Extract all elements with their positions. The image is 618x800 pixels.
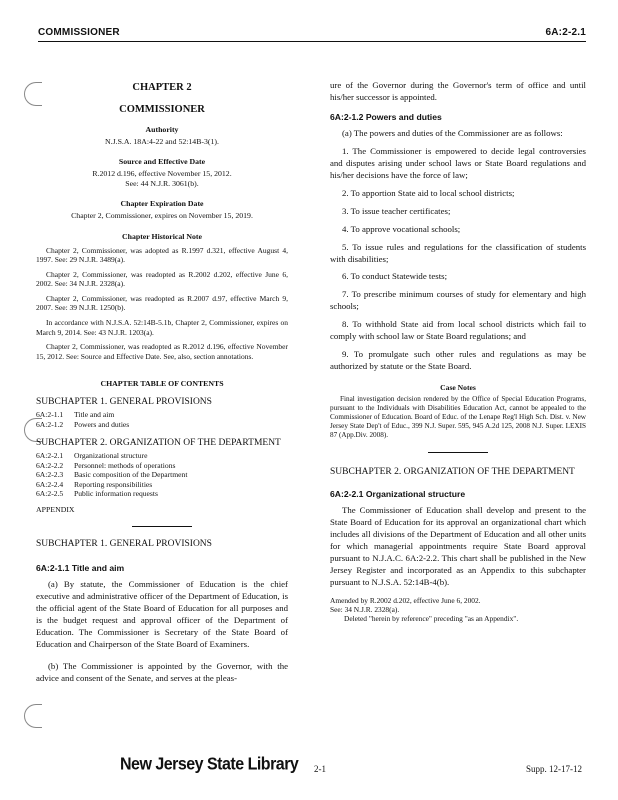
duty-item: 7. To prescribe minimum courses of study for elementary and high schools;: [330, 289, 586, 312]
paragraph-b: (b) The Commissioner is appointed by the Governor, with the advice and consent of the Senate, and serves at the pleas-: [36, 660, 288, 683]
amendment-note: [330, 596, 586, 624]
chapter-name: COMMISSIONER: [119, 104, 205, 115]
authority-text: N.J.S.A. 18A:4-22 and 52:14B-3(1).: [105, 137, 219, 146]
source-text-2: See: 44 N.J.R. 3061(b).: [125, 179, 199, 189]
header-right: 6A:2-2.1: [545, 27, 586, 38]
expiration-heading: Chapter Expiration Date: [120, 199, 204, 209]
toc-list-2: [36, 451, 288, 498]
toc-item-title: Powers and duties: [74, 419, 130, 429]
duty-item: 6. To conduct Statewide tests;: [342, 271, 448, 282]
toc-item-number: 6A:2-1.2: [36, 419, 64, 429]
section-heading-1-2: 6A:2-1.2 Powers and duties: [330, 111, 442, 122]
toc-subchapter-2: SUBCHAPTER 2. ORGANIZATION OF THE DEPARTMENT: [36, 438, 281, 449]
subchapter-2-title: SUBCHAPTER 2. ORGANIZATION OF THE DEPARTMENT: [330, 467, 575, 478]
toc-item: [36, 420, 288, 429]
divider: [428, 452, 488, 453]
section-heading-1-1: 6A:2-1.1 Title and aim: [36, 562, 125, 573]
expiration-text: Chapter 2, Commissioner, expires on November 15, 2019.: [71, 211, 253, 221]
amendment-line: Amended by R.2002 d.202, effective June 6, 2002.: [330, 595, 481, 605]
library-stamp: New Jersey State Library: [120, 754, 299, 774]
page-footer: [0, 756, 618, 784]
divider: [132, 526, 192, 527]
left-column: [36, 80, 288, 684]
toc-item: [36, 470, 288, 479]
powers-intro: (a) The powers and duties of the Commissioner are as follows:: [342, 127, 563, 138]
toc-item-number: 6A:2-1.1: [36, 410, 64, 420]
source-heading: Source and Effective Date: [118, 157, 206, 167]
duty-item: 8. To withhold State aid from local school districts which fail to comply with school law or State Board regulations; and: [330, 319, 586, 342]
toc-list-1: [36, 410, 288, 429]
toc-item: [36, 480, 288, 489]
subchapter-1-title: SUBCHAPTER 1. GENERAL PROVISIONS: [36, 538, 212, 549]
toc-item-number: 6A:2-2.1: [36, 451, 64, 461]
history-note: In accordance with N.J.S.A. 52:14B-5.1b, Chapter 2, Commissioner, expires on March 9, 2014. See: 43 N.J.R. 1203(a).: [36, 318, 288, 337]
toc-heading: CHAPTER TABLE OF CONTENTS: [100, 379, 224, 389]
source-text-1: R.2012 d.196, effective November 15, 2012.: [92, 169, 232, 179]
toc-item-title: Basic composition of the Department: [74, 470, 188, 480]
toc-item-number: 6A:2-2.3: [36, 470, 64, 480]
duty-item: 3. To issue teacher certificates;: [342, 205, 451, 216]
history-note: Chapter 2, Commissioner, was adopted as R.1997 d.321, effective August 4, 1997. See: 29 N.J.R. 3489(a).: [36, 245, 288, 265]
toc-item-number: 6A:2-2.5: [36, 489, 64, 499]
authority-heading: Authority: [145, 125, 179, 134]
toc-item-title: Organizational structure: [74, 451, 148, 461]
toc-item-title: Personnel: methods of operations: [74, 460, 176, 470]
duty-item: 1. The Commissioner is empowered to decide legal controversies and disputes arising under school laws or State Board regulations and his/her decisions have the force of law;: [330, 145, 586, 180]
history-note: Chapter 2, Commissioner, was readopted as R.2002 d.202, effective June 6, 2002. See: 34 N.J.R. 2328(a).: [36, 269, 288, 289]
toc-item: [36, 461, 288, 470]
case-note-text: Final investigation decision rendered by the Office of Special Education Programs, pursuant to the Individuals with Disabilities Education Act, cannot be appealed to the Commissioner of Education. Board of Educ. of the Lenape Reg'l High Sch. Dist. v. New Jersey State Dep't of Educ., 399 N.J. Super. 595, 945 A.2d 125, 2008 N.J. Super. LEXIS 87 (App.Div. 2008).: [330, 395, 586, 440]
organizational-structure-paragraph: The Commissioner of Education shall develop and present to the State Board of Education for its approval an organizational chart which includes all divisions of the Department of Education and all other units for which managerial appointments require State Board approval pursuant to N.J.A.C. 6A:2-2.2. This chart shall be published in the New Jersey Register and incorporated as an Appendix to this subchapter pursuant to N.J.S.A. 52:14B-4(b).: [330, 505, 586, 587]
right-column: [330, 80, 586, 624]
paragraph-a: (a) By statute, the Commissioner of Education is the chief executive and administrative officer of the Department of Education, is the official agent of the State Board of Education for all purposes and is the budget request and approval officer of the Department of Education. The Commissioner is Secretary of the State Board of Education and Chairperson of the State Board of Examiners.: [36, 578, 288, 649]
supplement-date: Supp. 12-17-12: [526, 764, 582, 774]
section-heading-2-1: 6A:2-2.1 Organizational structure: [330, 489, 466, 500]
punch-hole-bottom: [24, 704, 42, 728]
history-note: Chapter 2, Commissioner, was readopted as R.2007 d.97, effective March 9, 2007. See: 39 N.J.R. 1250(b).: [36, 293, 288, 313]
toc-item-title: Reporting responsibilities: [74, 479, 153, 489]
toc-subchapter-1: SUBCHAPTER 1. GENERAL PROVISIONS: [36, 397, 212, 408]
paragraph-continuation: ure of the Governor during the Governor's term of office and until his/her successor is appointed.: [330, 80, 586, 102]
toc-item-number: 6A:2-2.2: [36, 460, 64, 470]
duty-item: 9. To promulgate such other rules and regulations as may be authorized by statute or the State Board.: [330, 349, 586, 372]
history-heading: Chapter Historical Note: [122, 231, 202, 241]
case-notes-heading: Case Notes: [440, 383, 476, 393]
chapter-number: CHAPTER 2: [132, 82, 192, 93]
toc-item: [36, 410, 288, 419]
page-number: 2-1: [314, 764, 326, 774]
history-note: Chapter 2, Commissioner, was readopted as R.2012 d.196, effective November 15, 2012. See: Source and Effective Date. See, also, section annotations.: [36, 342, 288, 361]
toc-appendix: APPENDIX: [36, 504, 75, 514]
amendment-line: Deleted "herein by reference" preceding "as an Appendix".: [344, 614, 519, 624]
header-left: COMMISSIONER: [38, 27, 120, 38]
duty-item: 4. To approve vocational schools;: [342, 223, 461, 234]
toc-item-title: Public information requests: [74, 489, 158, 499]
toc-item-title: Title and aim: [74, 410, 115, 420]
toc-item-number: 6A:2-2.4: [36, 479, 64, 489]
toc-item: [36, 489, 288, 498]
toc-item: [36, 451, 288, 460]
running-header: [38, 20, 586, 42]
amendment-line: See: 34 N.J.R. 2328(a).: [330, 605, 400, 615]
duty-item: 5. To issue rules and regulations for the classification of students with disabilities;: [330, 241, 586, 264]
duty-item: 2. To apportion State aid to local school districts;: [342, 187, 515, 198]
